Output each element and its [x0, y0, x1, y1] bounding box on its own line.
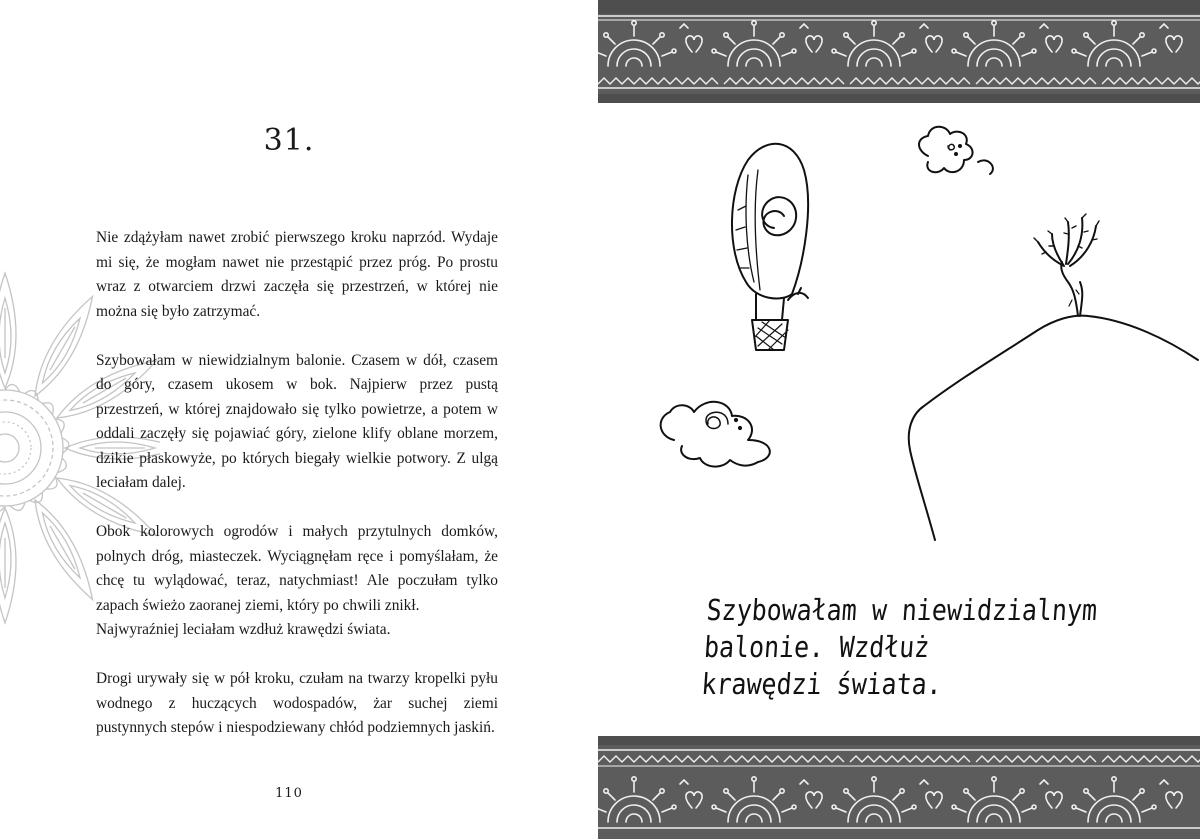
paragraph: Drogi urywały się w pół kroku, czułam na twarzy kropelki pyłu wodnego z huczących wodospadów, żar suchej ziemi pustynnych stepów i niespodziewany chłód podziemnych jaskiń. [96, 670, 498, 736]
handwritten-line: balonie. Wzdłuż [702, 630, 931, 664]
right-page [598, 0, 1200, 839]
paragraph: Nie zdążyłam nawet zrobić pierwszego kroku naprzód. Wydaje mi się, że mogłam nawet nie przestąpić przez próg. Po prostu wraz z otwarciem drzwi zaczęła się przestrzeń, w której nie można się było zatrzymać. [96, 229, 498, 320]
paragraph: Najwyraźniej leciałam wzdłuż krawędzi świata. [96, 621, 391, 638]
left-page [0, 0, 598, 839]
handwritten-caption [700, 592, 1099, 703]
handwritten-line: Szybowałam w niewidzialnym [705, 593, 1099, 627]
decorative-band-bottom [598, 736, 1200, 839]
paragraph: Szybowałam w niewidzialnym balonie. Czasem w dół, czasem do góry, czasem ukosem w bok. Najpierw przez pustą przestrzeń, w której znajdowało się tylko powietrze, a potem w oddali zaczęły się pojawiać góry, zielone klify oblane morzem, dzikie płaskowyże, po których biegały wielkie potwory. Z ulgą leciałam dalej. [96, 351, 498, 491]
decorative-band-top [598, 0, 1200, 103]
chapter-number: 31. [263, 123, 315, 158]
handwritten-line: krawędzi świata. [700, 667, 944, 701]
paragraph: Obok kolorowych ogrodów i małych przytulnych domków, polnych dróg, miasteczek. Wyciągnęłam ręce i pomyślałam, że chcę tu wylądować, teraz, natychmiast! Ale poczułam tylko zapach świeżo zaoranej ziemi, który po chwili znikł. [96, 523, 498, 614]
body-text [96, 226, 498, 741]
page-number: 110 [275, 786, 303, 801]
